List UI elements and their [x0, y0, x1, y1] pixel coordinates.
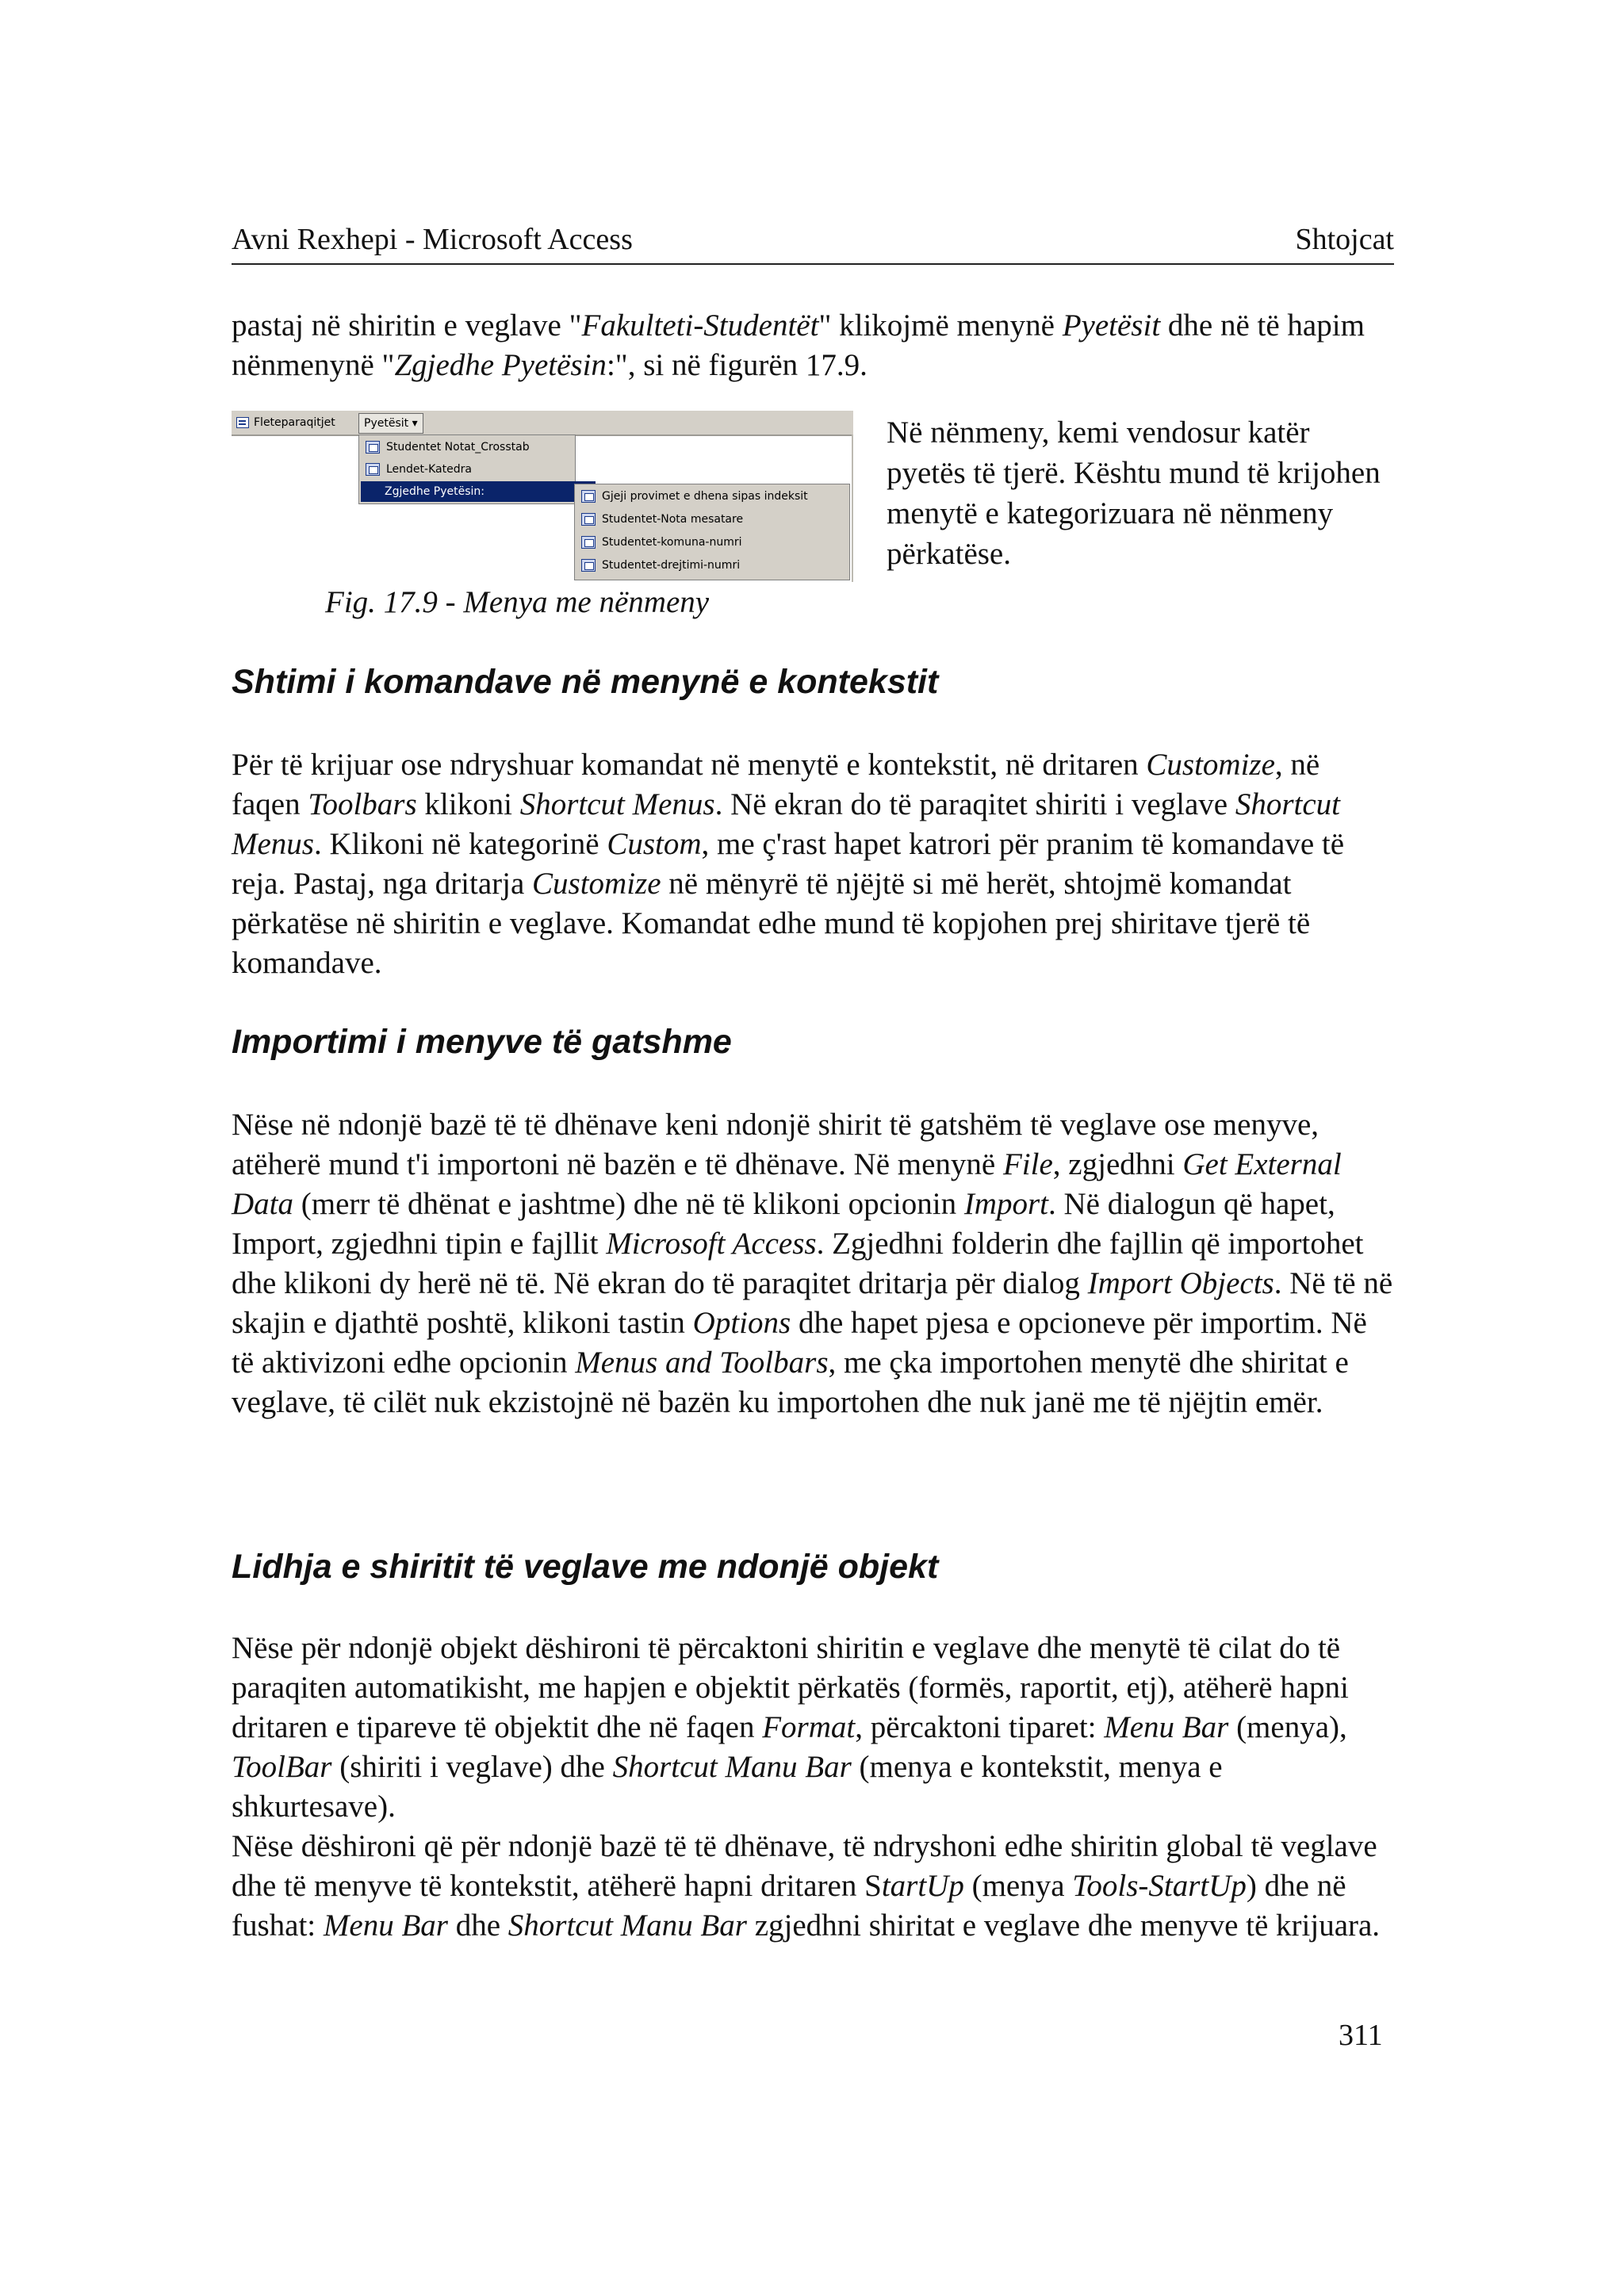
submenu-item-drejtimi-numri[interactable]: Studentet-drejtimi-numri: [576, 555, 851, 576]
dropdown-menu-pyetesit: [358, 434, 576, 504]
query-icon: [581, 559, 596, 572]
query-icon: [581, 513, 596, 526]
section-heading-importimi: Importimi i menyve të gatshme: [232, 1023, 732, 1061]
menu-item-studentet-notat-crosstab[interactable]: Studentet Notat_Crosstab: [361, 437, 576, 457]
intro-paragraph: pastaj në shiritin e veglave "Fakulteti-Studentët" klikojmë menynë Pyetësit dhe në të hapim nënmenynë "Zgjedhe Pyetësin:", si në figurën 17.9.: [232, 308, 1365, 382]
submenu-item-komuna-numri[interactable]: Studentet-komuna-numri: [576, 532, 851, 553]
submenu-item-gjeji-provimet[interactable]: Gjeji provimet e dhena sipas indeksit: [576, 486, 851, 507]
query-icon: [581, 536, 596, 549]
header-section: Shtojcat: [1295, 223, 1394, 256]
figure-menu-screenshot: [232, 411, 853, 582]
running-header: [232, 222, 1394, 265]
section1-paragraph: Për të krijuar ose ndryshuar komandat në menytë e kontekstit, në dritaren Customize, në faqen Toolbars klikoni Shortcut Menus. Në ekran do të paraqitet shiriti i veglave Shortcut Menus. Klikoni në kategorinë Custom, me ç'rast hapet katrori për pranim të komandave të reja. Pastaj, nga dritarja Customize në mënyrë të njëjtë si më herët, shtojmë komandat përkatëse në shiritin e veglave. Komandat edhe mund të kopjohen prej shiritave tjerë të komandave.: [232, 748, 1345, 980]
figure-caption: Fig. 17.9 - Menya me nënmeny: [325, 585, 710, 619]
figure-side-text: Në nënmeny, kemi vendosur katër pyetës të tjerë. Kështu mund të krijohen menytë e kategorizuara në nënmeny përkatëse.: [887, 415, 1381, 571]
section3-paragraph-2: Nëse dëshironi që për ndonjë bazë të të dhënave, të ndryshoni edhe shiritin global të veglave dhe të menyve të kontekstit, atëherë hapni dritaren StartUp (menya Tools-StartUp) dhe në fushat: Menu Bar dhe Shortcut Manu Bar zgjedhni shiritat e veglave dhe menyve të krijuara.: [232, 1829, 1381, 1943]
section3-paragraph-1: Nëse për ndonjë objekt dëshironi të përcaktoni shiritin e veglave dhe menytë të cilat do të paraqiten automatikisht, me hapjen e objektit përkatës (formës, raportit, etj), atëherë hapni dritaren e tipareve të objektit dhe në faqen Format, përcaktoni tiparet: Menu Bar (menya), ToolBar (shiriti i veglave) dhe Shortcut Manu Bar (menya e kontekstit, menya e shkurtesave).: [232, 1631, 1349, 1824]
section2-paragraph: Nëse në ndonjë bazë të të dhënave keni ndonjë shirit të gatshëm të veglave ose menyve, atëherë mund t'i importoni në bazën e të dhënave. Në menynë File, zgjedhni Get External Data (merr të dhënat e jashtme) dhe në të klikoni opcionin Import. Në dialogun që hapet, Import, zgjedhni tipin e fajllit Microsoft Access. Zgjedhni folderin dhe fajllin që importohet dhe klikoni dy herë në të. Në ekran do të paraqitet dritarja për dialog Import Objects. Në të në skajin e djathtë poshtë, klikoni tastin Options dhe hapet pjesa e opcioneve për importim. Në të aktivizoni edhe opcionin Menus and Toolbars, me çka importohen menytë dhe shiritat e veglave, të cilët nuk ekzistojnë në bazën ku importohen dhe nuk janë me të njëjtin emër.: [232, 1108, 1393, 1419]
section-heading-lidhja: Lidhja e shiritit të veglave me ndonjë objekt: [232, 1548, 939, 1586]
form-icon: [236, 417, 249, 428]
query-icon: [366, 441, 380, 454]
menubar-item-pyetesit[interactable]: Pyetësit ▾: [358, 413, 423, 434]
page-number: 311: [1339, 2019, 1383, 2052]
section-heading-shtimi: Shtimi i komandave në menynë e kontekstit: [232, 663, 939, 701]
figure-edge: [852, 434, 853, 582]
submenu-zgjedhe-pyetesin: [574, 484, 850, 580]
query-icon: [366, 463, 380, 476]
menu-bar: [232, 411, 853, 436]
menu-item-lendet-katedra[interactable]: Lendet-Katedra: [361, 459, 576, 480]
menu-item-zgjedhe-pyetesin[interactable]: Zgjedhe Pyetësin:: [361, 481, 596, 502]
submenu-item-nota-mesatare[interactable]: Studentet-Nota mesatare: [576, 509, 851, 530]
header-author-title: Avni Rexhepi - Microsoft Access: [232, 223, 633, 256]
menubar-item-fleteparaqitjet[interactable]: Fleteparaqitjet: [235, 414, 340, 431]
query-icon: [581, 490, 596, 503]
